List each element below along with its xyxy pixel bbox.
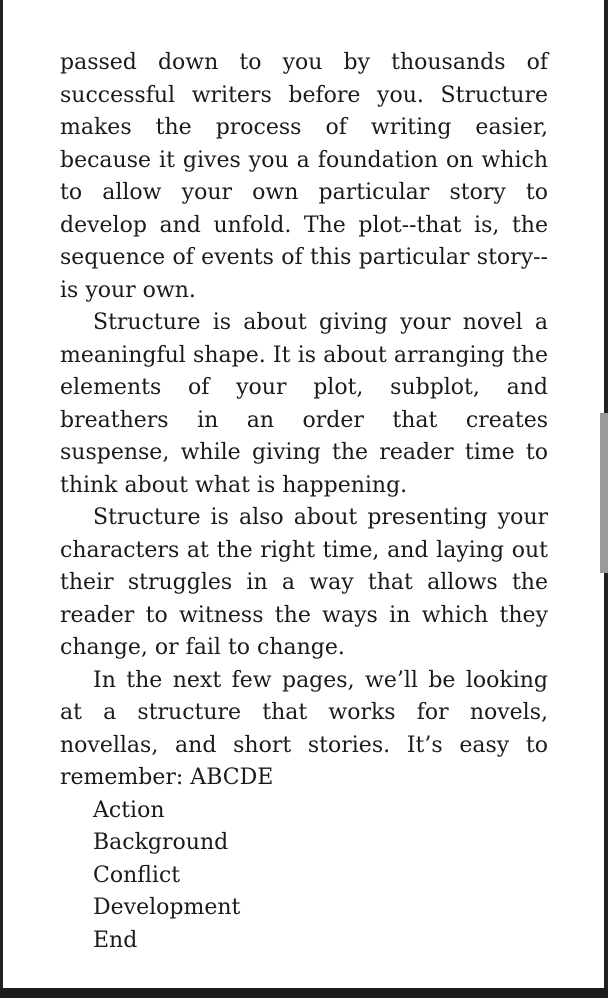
scrollbar-thumb[interactable] <box>600 413 608 573</box>
page-text <box>60 47 548 957</box>
paragraph-structure-shape: Structure is about giving your novel a meaningful shape. It is about arranging the elements of your plot, subplot, and breathers in an order that creates suspense, while giving the reader time to think about what is happening. <box>60 310 548 498</box>
paragraph-continuation: passed down to you by thousands of successful writers before you. Structure makes the process of writing easier, because it gives you a foundation on which to allow your own particular story to develop and unfold. The plot--that is, the sequence of events of this particular story--is your own. <box>60 50 548 303</box>
book-page <box>3 0 604 988</box>
list-item-development: Development <box>93 895 241 920</box>
list-item-conflict: Conflict <box>93 862 181 888</box>
paragraph-structure-characters: Structure is also about presenting your characters at the right time, and laying out their struggles in a way that allows the reader to witness the ways in which they change, or fail to change. <box>60 505 548 660</box>
abcde-list <box>60 795 548 958</box>
list-item-action: Action <box>93 797 165 823</box>
window-frame-bottom <box>0 988 608 998</box>
paragraph-abcde-intro: In the next few pages, we’ll be looking at a structure that works for novels, novellas, and short stories. It’s easy to remember: ABCDE <box>60 667 548 790</box>
list-item-background: Background <box>93 830 229 855</box>
list-item-end: End <box>93 927 138 953</box>
